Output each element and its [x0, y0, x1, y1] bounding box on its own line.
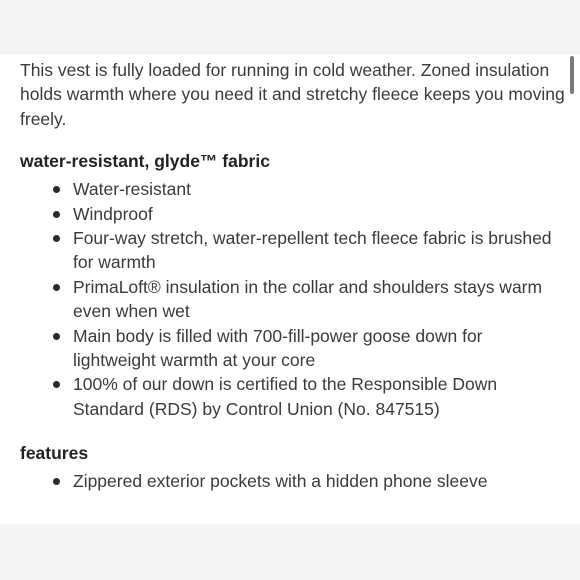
bullet-icon [53, 381, 60, 388]
bullet-icon [53, 235, 60, 242]
list-item-text: Main body is filled with 700-fill-power goose down for lightweight warmth at your core [73, 325, 483, 371]
bullet-icon [53, 333, 60, 340]
list-item [20, 372, 558, 421]
bullet-icon [53, 186, 60, 193]
scrollbar-thumb[interactable] [570, 56, 574, 94]
list-item-text: 100% of our down is certified to the Responsible Down Standard (RDS) by Control Union (No. 847515) [73, 374, 498, 419]
list-item [20, 226, 558, 275]
list-item-text: Zippered exterior pockets with a hidden phone sleeve [73, 471, 488, 492]
list-item [20, 469, 558, 493]
list-item [20, 275, 558, 324]
list-item [20, 202, 558, 226]
list-item-text: Four-way stretch, water-repellent tech fleece fabric is brushed for warmth [73, 228, 552, 273]
list-item-text: PrimaLoft® insulation in the collar and shoulders stays warm even when wet [73, 276, 543, 322]
product-description-panel [0, 54, 580, 524]
bullet-icon [53, 284, 60, 291]
features-list [20, 469, 560, 493]
vertical-scrollbar[interactable] [570, 54, 576, 524]
product-intro-text: This vest is fully loaded for running in cold weather. Zoned insulation holds warmth where you need it and stretchy fleece keeps you moving freely. [20, 60, 565, 129]
list-item-text: Water-resistant [73, 179, 191, 200]
list-item [20, 324, 558, 373]
fabric-section-title: water-resistant, glyde™ fabric [20, 151, 270, 172]
list-item-text: Windproof [73, 203, 153, 224]
fabric-feature-list [20, 177, 560, 421]
features-section-title: features [20, 443, 89, 464]
bullet-icon [53, 211, 60, 218]
list-item [20, 177, 558, 201]
bullet-icon [53, 478, 60, 485]
